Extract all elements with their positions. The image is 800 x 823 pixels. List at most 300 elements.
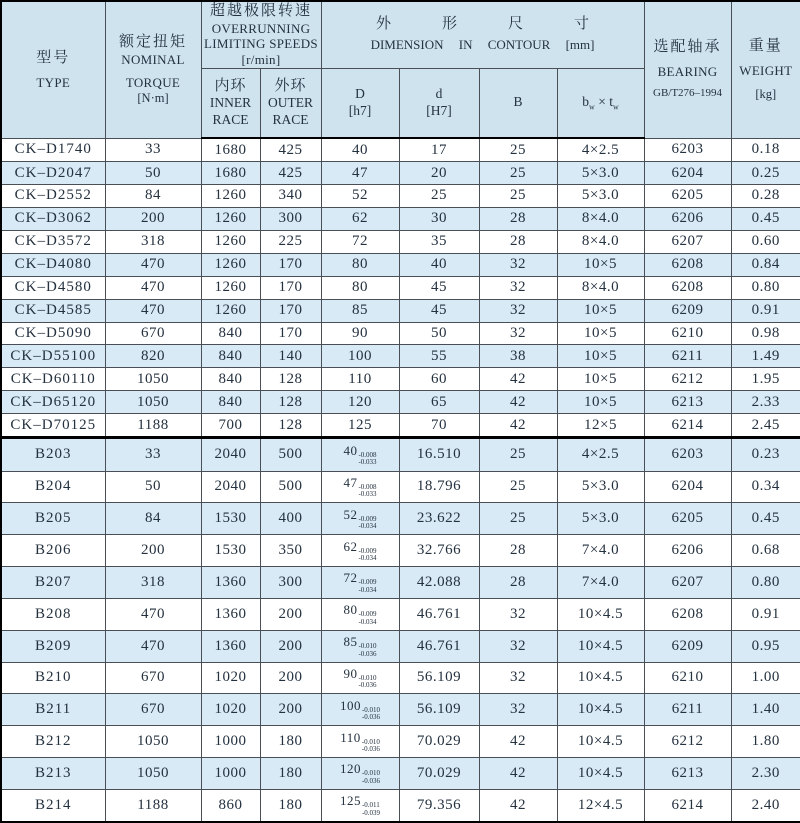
cell-bxt: 7×4.0: [557, 567, 644, 599]
cell-bxt: 8×4.0: [557, 276, 644, 299]
cell-torque: 318: [105, 230, 201, 253]
cell-weight: 0.91: [731, 299, 800, 322]
tolerance-stack: -0.008 -0.033: [358, 450, 377, 467]
cell-torque: 670: [105, 322, 201, 345]
cell-inner-race: 1260: [201, 230, 260, 253]
cell-torque: 318: [105, 567, 201, 599]
cell-bearing: 6207: [644, 230, 731, 253]
cell-B: 32: [479, 299, 557, 322]
cell-outer-race: 180: [260, 726, 321, 758]
tolerance-stack: -0.010 -0.036: [358, 673, 377, 690]
cell-d: 35: [399, 230, 479, 253]
cell-inner-race: 1530: [201, 503, 260, 535]
cell-inner-race: 1680: [201, 138, 260, 162]
cell-bxt: 5×3.0: [557, 185, 644, 208]
cell-D: 80: [321, 253, 399, 276]
header-col-D: D [h7]: [321, 68, 399, 138]
cell-type: CK–D55100: [1, 345, 105, 368]
cell-B: 32: [479, 598, 557, 630]
cell-type: CK–D3572: [1, 230, 105, 253]
cell-weight: 1.49: [731, 345, 800, 368]
cell-bearing: 6208: [644, 253, 731, 276]
cell-bxt: 5×3.0: [557, 503, 644, 535]
cell-B: 28: [479, 567, 557, 599]
cell-type: B211: [1, 694, 105, 726]
table-row: [1, 535, 800, 567]
cell-bearing: 6212: [644, 726, 731, 758]
cell-inner-race: 1360: [201, 567, 260, 599]
cell-outer-race: 500: [260, 471, 321, 503]
cell-type: B213: [1, 757, 105, 789]
table-header: [1, 1, 800, 138]
cell-torque: 670: [105, 694, 201, 726]
cell-d: 70.029: [399, 726, 479, 758]
cell-bearing: 6211: [644, 694, 731, 726]
cell-d: 30: [399, 207, 479, 230]
cell-bxt: 7×4.0: [557, 535, 644, 567]
cell-inner-race: 1360: [201, 598, 260, 630]
cell-outer-race: 170: [260, 253, 321, 276]
cell-outer-race: 200: [260, 598, 321, 630]
cell-type: CK–D5090: [1, 322, 105, 345]
cell-weight: 2.33: [731, 391, 800, 414]
cell-B: 32: [479, 662, 557, 694]
cell-B: 42: [479, 789, 557, 822]
cell-torque: 50: [105, 471, 201, 503]
cell-d: 18.796: [399, 471, 479, 503]
tolerance-stack: -0.010 -0.036: [361, 737, 380, 754]
cell-torque: 1188: [105, 789, 201, 822]
cell-bxt: 10×5: [557, 253, 644, 276]
cell-bearing: 6206: [644, 535, 731, 567]
cell-B: 32: [479, 276, 557, 299]
cell-torque: 470: [105, 598, 201, 630]
table-row: [1, 299, 800, 322]
cell-bxt: 10×4.5: [557, 598, 644, 630]
cell-B: 42: [479, 757, 557, 789]
cell-B: 25: [479, 503, 557, 535]
cell-type: CK–D2552: [1, 185, 105, 208]
header-type-en: TYPE: [36, 74, 71, 90]
cell-weight: 0.80: [731, 276, 800, 299]
table-row: [1, 438, 800, 471]
header-weight: 重量 WEIGHT [kg]: [731, 1, 800, 138]
cell-torque: 200: [105, 207, 201, 230]
cell-torque: 84: [105, 503, 201, 535]
cell-inner-race: 1260: [201, 276, 260, 299]
cell-inner-race: 840: [201, 391, 260, 414]
cell-inner-race: 1260: [201, 207, 260, 230]
cell-outer-race: 170: [260, 276, 321, 299]
cell-D: 100 -0.010 -0.036: [321, 694, 399, 726]
cell-type: CK–D3062: [1, 207, 105, 230]
cell-outer-race: 200: [260, 662, 321, 694]
cell-bxt: 12×4.5: [557, 789, 644, 822]
table-body: [1, 138, 800, 822]
cell-torque: 84: [105, 185, 201, 208]
header-speeds: 超越极限转速 OVERRUNNING LIMITING SPEEDS [r/min]: [201, 1, 321, 68]
cell-bearing: 6206: [644, 207, 731, 230]
cell-D: 125 -0.011 -0.039: [321, 789, 399, 822]
cell-weight: 0.28: [731, 185, 800, 208]
cell-B: 25: [479, 438, 557, 471]
header-col-bt: $b_w \times t_w$: [557, 68, 644, 138]
cell-weight: 0.91: [731, 598, 800, 630]
cell-bearing: 6204: [644, 162, 731, 185]
cell-inner-race: 1260: [201, 299, 260, 322]
cell-D: 52 -0.009 -0.034: [321, 503, 399, 535]
cell-d: 40: [399, 253, 479, 276]
cell-inner-race: 1680: [201, 162, 260, 185]
cell-type: B204: [1, 471, 105, 503]
cell-outer-race: 400: [260, 503, 321, 535]
cell-B: 42: [479, 726, 557, 758]
cell-weight: 0.80: [731, 567, 800, 599]
cell-d: 50: [399, 322, 479, 345]
cell-weight: 1.40: [731, 694, 800, 726]
cell-outer-race: 180: [260, 757, 321, 789]
table-row: [1, 789, 800, 822]
cell-bxt: 10×4.5: [557, 662, 644, 694]
cell-outer-race: 350: [260, 535, 321, 567]
cell-outer-race: 180: [260, 789, 321, 822]
cell-torque: 470: [105, 299, 201, 322]
cell-bearing: 6211: [644, 345, 731, 368]
cell-D: 120: [321, 391, 399, 414]
cell-outer-race: 425: [260, 138, 321, 162]
tolerance-stack: -0.009 -0.034: [358, 514, 377, 531]
cell-type: CK–D60110: [1, 368, 105, 391]
cell-D: 72: [321, 230, 399, 253]
cell-B: 25: [479, 471, 557, 503]
cell-bxt: 10×4.5: [557, 726, 644, 758]
cell-type: B207: [1, 567, 105, 599]
cell-bearing: 6209: [644, 299, 731, 322]
cell-inner-race: 1260: [201, 185, 260, 208]
cell-B: 38: [479, 345, 557, 368]
table-row: [1, 345, 800, 368]
cell-outer-race: 300: [260, 567, 321, 599]
cell-weight: 0.98: [731, 322, 800, 345]
cell-inner-race: 1000: [201, 757, 260, 789]
cell-d: 60: [399, 368, 479, 391]
cell-bxt: 10×5: [557, 322, 644, 345]
cell-d: 32.766: [399, 535, 479, 567]
cell-torque: 1050: [105, 391, 201, 414]
cell-bearing: 6203: [644, 438, 731, 471]
cell-type: B206: [1, 535, 105, 567]
cell-bxt: 10×4.5: [557, 757, 644, 789]
cell-bearing: 6203: [644, 138, 731, 162]
cell-bearing: 6205: [644, 503, 731, 535]
cell-d: 55: [399, 345, 479, 368]
cell-bxt: 10×4.5: [557, 694, 644, 726]
cell-D: 62: [321, 207, 399, 230]
cell-d: 70: [399, 414, 479, 438]
cell-bearing: 6208: [644, 276, 731, 299]
header-col-d: d [H7]: [399, 68, 479, 138]
cell-weight: 0.60: [731, 230, 800, 253]
tolerance-stack: -0.010 -0.036: [361, 769, 381, 785]
cell-bearing: 6213: [644, 391, 731, 414]
cell-d: 20: [399, 162, 479, 185]
cell-inner-race: 700: [201, 414, 260, 438]
cell-bearing: 6213: [644, 757, 731, 789]
header-bearing: 选配轴承 BEARING GB/T276–1994: [644, 1, 731, 138]
header-type: [1, 1, 105, 138]
cell-d: 46.761: [399, 598, 479, 630]
cell-inner-race: 840: [201, 368, 260, 391]
header-col-B: B: [479, 68, 557, 138]
cell-B: 25: [479, 138, 557, 162]
cell-B: 28: [479, 230, 557, 253]
cell-weight: 0.45: [731, 503, 800, 535]
cell-bxt: 8×4.0: [557, 230, 644, 253]
cell-outer-race: 340: [260, 185, 321, 208]
cell-weight: 2.40: [731, 789, 800, 822]
cell-torque: 1050: [105, 726, 201, 758]
cell-torque: 470: [105, 253, 201, 276]
tolerance-stack: -0.008 -0.033: [358, 482, 377, 499]
header-outer-race: 外环 OUTER RACE: [260, 68, 321, 138]
cell-D: 80 -0.009 -0.034: [321, 598, 399, 630]
cell-d: 17: [399, 138, 479, 162]
cell-D: 40: [321, 138, 399, 162]
cell-torque: 50: [105, 162, 201, 185]
cell-type: B210: [1, 662, 105, 694]
cell-D: 62 -0.009 -0.034: [321, 535, 399, 567]
cell-inner-race: 1020: [201, 662, 260, 694]
header-type-zh: 型号: [36, 50, 71, 67]
cell-d: 45: [399, 276, 479, 299]
cell-outer-race: 140: [260, 345, 321, 368]
cell-outer-race: 200: [260, 630, 321, 662]
cell-d: 16.510: [399, 438, 479, 471]
cell-outer-race: 225: [260, 230, 321, 253]
cell-d: 79.356: [399, 789, 479, 822]
cell-inner-race: 2040: [201, 438, 260, 471]
cell-torque: 33: [105, 438, 201, 471]
cell-torque: 1188: [105, 414, 201, 438]
cell-bearing: 6207: [644, 567, 731, 599]
cell-B: 42: [479, 414, 557, 438]
cell-bearing: 6204: [644, 471, 731, 503]
cell-B: 32: [479, 253, 557, 276]
table-row: [1, 471, 800, 503]
cell-weight: 0.25: [731, 162, 800, 185]
cell-B: 28: [479, 207, 557, 230]
table-row: [1, 726, 800, 758]
cell-bxt: 5×3.0: [557, 162, 644, 185]
cell-outer-race: 425: [260, 162, 321, 185]
cell-type: CK–D4585: [1, 299, 105, 322]
cell-weight: 1.00: [731, 662, 800, 694]
cell-d: 42.088: [399, 567, 479, 599]
cell-D: 110 -0.010 -0.036: [321, 726, 399, 758]
tolerance-stack: -0.011 -0.039: [361, 801, 381, 817]
cell-outer-race: 170: [260, 322, 321, 345]
cell-type: CK–D65120: [1, 391, 105, 414]
cell-outer-race: 128: [260, 414, 321, 438]
cell-weight: 2.45: [731, 414, 800, 438]
cell-B: 42: [479, 368, 557, 391]
cell-bxt: 10×5: [557, 368, 644, 391]
table-row: [1, 414, 800, 438]
table-row: [1, 503, 800, 535]
cell-bearing: 6209: [644, 630, 731, 662]
cell-weight: 0.95: [731, 630, 800, 662]
table-row: [1, 391, 800, 414]
cell-outer-race: 500: [260, 438, 321, 471]
cell-type: B214: [1, 789, 105, 822]
cell-bearing: 6210: [644, 662, 731, 694]
table-row: [1, 138, 800, 162]
cell-bearing: 6212: [644, 368, 731, 391]
cell-bxt: 4×2.5: [557, 438, 644, 471]
cell-inner-race: 1360: [201, 630, 260, 662]
cell-weight: 1.95: [731, 368, 800, 391]
cell-d: 25: [399, 185, 479, 208]
cell-inner-race: 2040: [201, 471, 260, 503]
cell-inner-race: 1260: [201, 253, 260, 276]
cell-outer-race: 128: [260, 391, 321, 414]
cell-D: 90: [321, 322, 399, 345]
cell-d: 23.622: [399, 503, 479, 535]
cell-weight: 0.18: [731, 138, 800, 162]
cell-bearing: 6205: [644, 185, 731, 208]
cell-weight: 2.30: [731, 757, 800, 789]
cell-type: CK–D4580: [1, 276, 105, 299]
cell-bxt: 10×5: [557, 391, 644, 414]
cell-D: 120 -0.010 -0.036: [321, 757, 399, 789]
cell-bxt: 8×4.0: [557, 207, 644, 230]
table-row: [1, 567, 800, 599]
cell-D: 85 -0.010 -0.036: [321, 630, 399, 662]
cell-type: B205: [1, 503, 105, 535]
table-row: [1, 253, 800, 276]
cell-torque: 1050: [105, 757, 201, 789]
table-row: [1, 662, 800, 694]
cell-torque: 200: [105, 535, 201, 567]
cell-D: 85: [321, 299, 399, 322]
cell-outer-race: 170: [260, 299, 321, 322]
cell-inner-race: 840: [201, 345, 260, 368]
cell-B: 32: [479, 694, 557, 726]
tolerance-stack: -0.009 -0.034: [358, 578, 377, 594]
cell-inner-race: 1020: [201, 694, 260, 726]
table-row: [1, 185, 800, 208]
tolerance-stack: -0.010 -0.036: [361, 705, 381, 722]
header-dimension: 外 形 尺 寸 DIMENSION IN CONTOUR [mm]: [321, 1, 644, 68]
cell-weight: 0.23: [731, 438, 800, 471]
cell-type: B203: [1, 438, 105, 471]
cell-inner-race: 1530: [201, 535, 260, 567]
header-torque: 额定扭矩 NOMINAL TORQUE [N·m]: [105, 1, 201, 138]
cell-d: 65: [399, 391, 479, 414]
cell-B: 32: [479, 630, 557, 662]
tolerance-stack: -0.009 -0.034: [358, 546, 377, 563]
cell-weight: 1.80: [731, 726, 800, 758]
cell-D: 47 -0.008 -0.033: [321, 471, 399, 503]
tolerance-stack: -0.010 -0.036: [358, 642, 377, 658]
cell-bxt: 10×5: [557, 299, 644, 322]
cell-d: 56.109: [399, 662, 479, 694]
cell-type: CK–D2047: [1, 162, 105, 185]
cell-d: 70.029: [399, 757, 479, 789]
table-row: [1, 207, 800, 230]
cell-d: 46.761: [399, 630, 479, 662]
cell-bxt: 5×3.0: [557, 471, 644, 503]
cell-torque: 470: [105, 630, 201, 662]
cell-weight: 0.34: [731, 471, 800, 503]
cell-bearing: 6210: [644, 322, 731, 345]
cell-bxt: 4×2.5: [557, 138, 644, 162]
cell-B: 32: [479, 322, 557, 345]
cell-torque: 820: [105, 345, 201, 368]
cell-type: CK–D1740: [1, 138, 105, 162]
cell-bxt: 10×4.5: [557, 630, 644, 662]
cell-bearing: 6208: [644, 598, 731, 630]
cell-B: 42: [479, 391, 557, 414]
cell-D: 90 -0.010 -0.036: [321, 662, 399, 694]
cell-d: 45: [399, 299, 479, 322]
cell-D: 100: [321, 345, 399, 368]
cell-B: 25: [479, 162, 557, 185]
cell-type: B212: [1, 726, 105, 758]
table-row: [1, 694, 800, 726]
cell-weight: 0.68: [731, 535, 800, 567]
table-row: [1, 630, 800, 662]
table-row: [1, 276, 800, 299]
cell-D: 47: [321, 162, 399, 185]
cell-bearing: 6214: [644, 789, 731, 822]
cell-D: 40 -0.008 -0.033: [321, 438, 399, 471]
table-row: [1, 757, 800, 789]
cell-weight: 0.84: [731, 253, 800, 276]
cell-inner-race: 860: [201, 789, 260, 822]
cell-type: B208: [1, 598, 105, 630]
cell-bxt: 10×5: [557, 345, 644, 368]
cell-type: B209: [1, 630, 105, 662]
cell-torque: 33: [105, 138, 201, 162]
cell-D: 72 -0.009 -0.034: [321, 567, 399, 599]
cell-torque: 1050: [105, 368, 201, 391]
cell-type: CK–D70125: [1, 414, 105, 438]
table-row: [1, 162, 800, 185]
cell-D: 125: [321, 414, 399, 438]
cell-outer-race: 300: [260, 207, 321, 230]
table-row: [1, 598, 800, 630]
table-row: [1, 230, 800, 253]
table-row: [1, 368, 800, 391]
cell-B: 28: [479, 535, 557, 567]
table-row: [1, 322, 800, 345]
cell-D: 80: [321, 276, 399, 299]
cell-inner-race: 840: [201, 322, 260, 345]
cell-inner-race: 1000: [201, 726, 260, 758]
cell-bearing: 6214: [644, 414, 731, 438]
cell-type: CK–D4080: [1, 253, 105, 276]
cell-outer-race: 128: [260, 368, 321, 391]
cell-B: 25: [479, 185, 557, 208]
cell-weight: 0.45: [731, 207, 800, 230]
cell-bxt: 12×5: [557, 414, 644, 438]
cell-torque: 670: [105, 662, 201, 694]
cell-torque: 470: [105, 276, 201, 299]
tolerance-stack: -0.009 -0.034: [358, 610, 377, 626]
cell-d: 56.109: [399, 694, 479, 726]
cell-D: 110: [321, 368, 399, 391]
